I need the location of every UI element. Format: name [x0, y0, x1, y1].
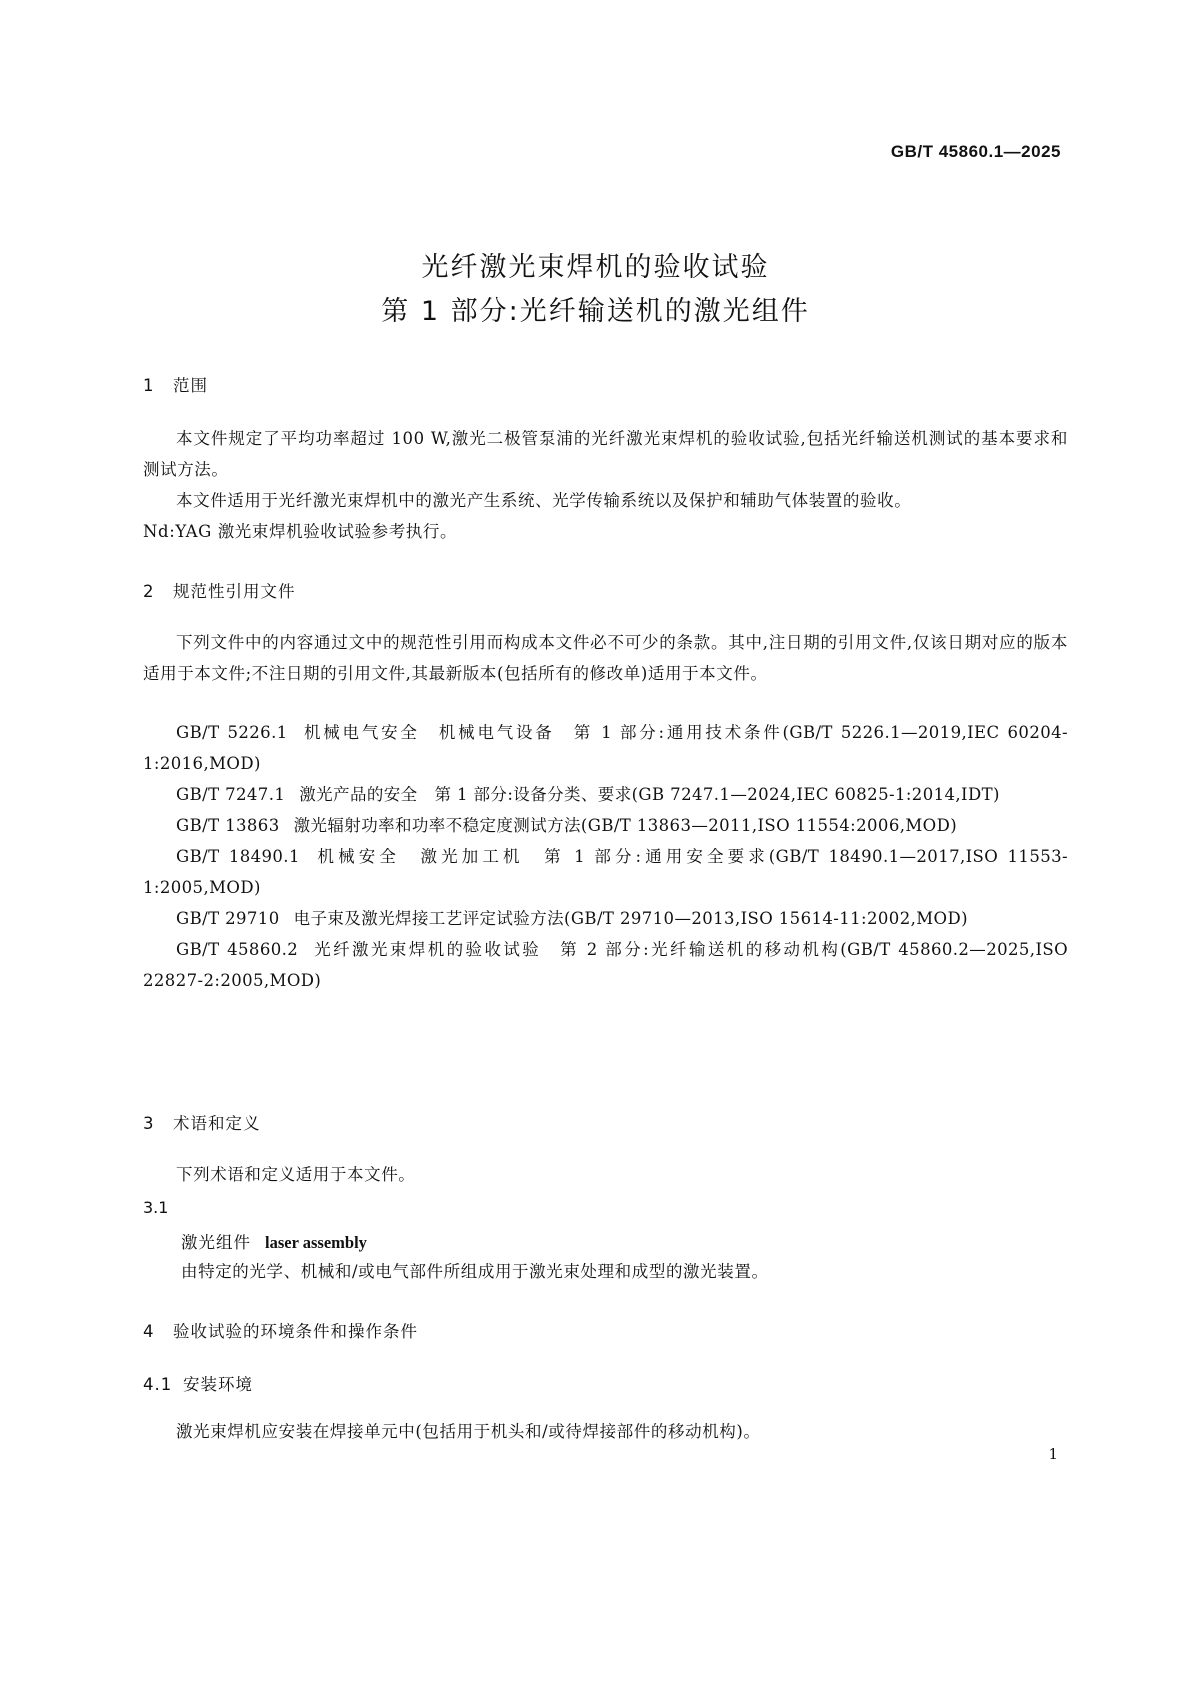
scope-paragraph-1: 本文件规定了平均功率超过 100 W,激光二极管泵浦的光纤激光束焊机的验收试验,包括光纤输送机测试的基本要求和测试方法。 — [143, 429, 1068, 479]
standard-number: GB/T 45860.1—2025 — [890, 142, 1061, 161]
reference-text: 机械安全 激光加工机 第 1 部分:通用安全要求(GB/T 18490.1—2017,ISO 11553-1:2005,MOD) — [143, 847, 1068, 897]
reference-code: GB/T 13863 — [176, 816, 280, 835]
reference-text: 机械电气安全 机械电气设备 第 1 部分:通用技术条件(GB/T 5226.1—2019,IEC 60204-1:2016,MOD) — [143, 723, 1068, 773]
reference-code: GB/T 7247.1 — [176, 785, 286, 804]
section-number: 2 — [143, 582, 155, 601]
term-definition: 由特定的光学、机械和/或电气部件所组成用于激光束处理和成型的激光装置。 — [181, 1262, 769, 1281]
terms-intro: 下列术语和定义适用于本文件。 — [176, 1165, 416, 1184]
scope-paragraph-2: 本文件适用于光纤激光束焊机中的激光产生系统、光学传输系统以及保护和辅助气体装置的验收。 — [176, 491, 912, 510]
reference-item — [143, 903, 1068, 934]
reference-code: GB/T 45860.2 — [176, 940, 299, 959]
reference-code: GB/T 5226.1 — [176, 723, 288, 742]
reference-code: GB/T 18490.1 — [176, 847, 300, 866]
section-number: 4 — [143, 1322, 155, 1341]
document-title-line2: 第 1 部分:光纤输送机的激光组件 — [381, 296, 810, 327]
section-3-heading — [143, 1110, 261, 1134]
term-name-en: laser assembly — [265, 1233, 367, 1252]
reference-text: 激光辐射功率和功率不稳定度测试方法(GB/T 13863—2011,ISO 11554:2006,MOD) — [293, 816, 958, 835]
page-number: 1 — [1048, 1445, 1058, 1463]
reference-text: 光纤激光束焊机的验收试验 第 2 部分:光纤输送机的移动机构(GB/T 45860.2—2025,ISO 22827-2:2005,MOD) — [143, 940, 1068, 990]
document-title-line1: 光纤激光束焊机的验收试验 — [421, 252, 770, 283]
reference-list — [143, 717, 1068, 996]
section-title: 术语和定义 — [173, 1114, 261, 1133]
installation-paragraph: 激光束焊机应安装在焊接单元中(包括用于机头和/或待焊接部件的移动机构)。 — [176, 1422, 761, 1441]
section-number: 1 — [143, 376, 155, 395]
section-title: 规范性引用文件 — [173, 582, 296, 601]
reference-code: GB/T 29710 — [176, 909, 280, 928]
section-2-heading — [143, 578, 296, 602]
term-number: 3.1 — [143, 1198, 169, 1217]
section-title: 验收试验的环境条件和操作条件 — [173, 1322, 418, 1341]
section-title: 范围 — [173, 376, 208, 395]
reference-item — [143, 841, 1068, 903]
section-number: 3 — [143, 1114, 155, 1133]
section-1-heading — [143, 372, 208, 396]
subsection-4-1-heading — [143, 1371, 253, 1395]
reference-item — [143, 934, 1068, 996]
reference-item — [143, 810, 1068, 841]
reference-text: 电子束及激光焊接工艺评定试验方法(GB/T 29710—2013,ISO 15614-11:2002,MOD) — [293, 909, 968, 928]
section-4-heading — [143, 1318, 418, 1342]
term-entry — [181, 1229, 367, 1253]
reference-item — [143, 717, 1068, 779]
reference-text: 激光产品的安全 第 1 部分:设备分类、要求(GB 7247.1—2024,IEC 60825-1:2014,IDT) — [299, 785, 1000, 804]
subsection-number: 4.1 — [143, 1375, 173, 1394]
scope-paragraph-3: Nd:YAG 激光束焊机验收试验参考执行。 — [143, 522, 458, 541]
term-name-zh: 激光组件 — [181, 1233, 251, 1252]
references-intro: 下列文件中的内容通过文中的规范性引用而构成本文件必不可少的条款。其中,注日期的引用文件,仅该日期对应的版本适用于本文件;不注日期的引用文件,其最新版本(包括所有的修改单)适用于本文件。 — [143, 633, 1068, 683]
subsection-title: 安装环境 — [183, 1375, 253, 1394]
reference-item — [143, 779, 1068, 810]
